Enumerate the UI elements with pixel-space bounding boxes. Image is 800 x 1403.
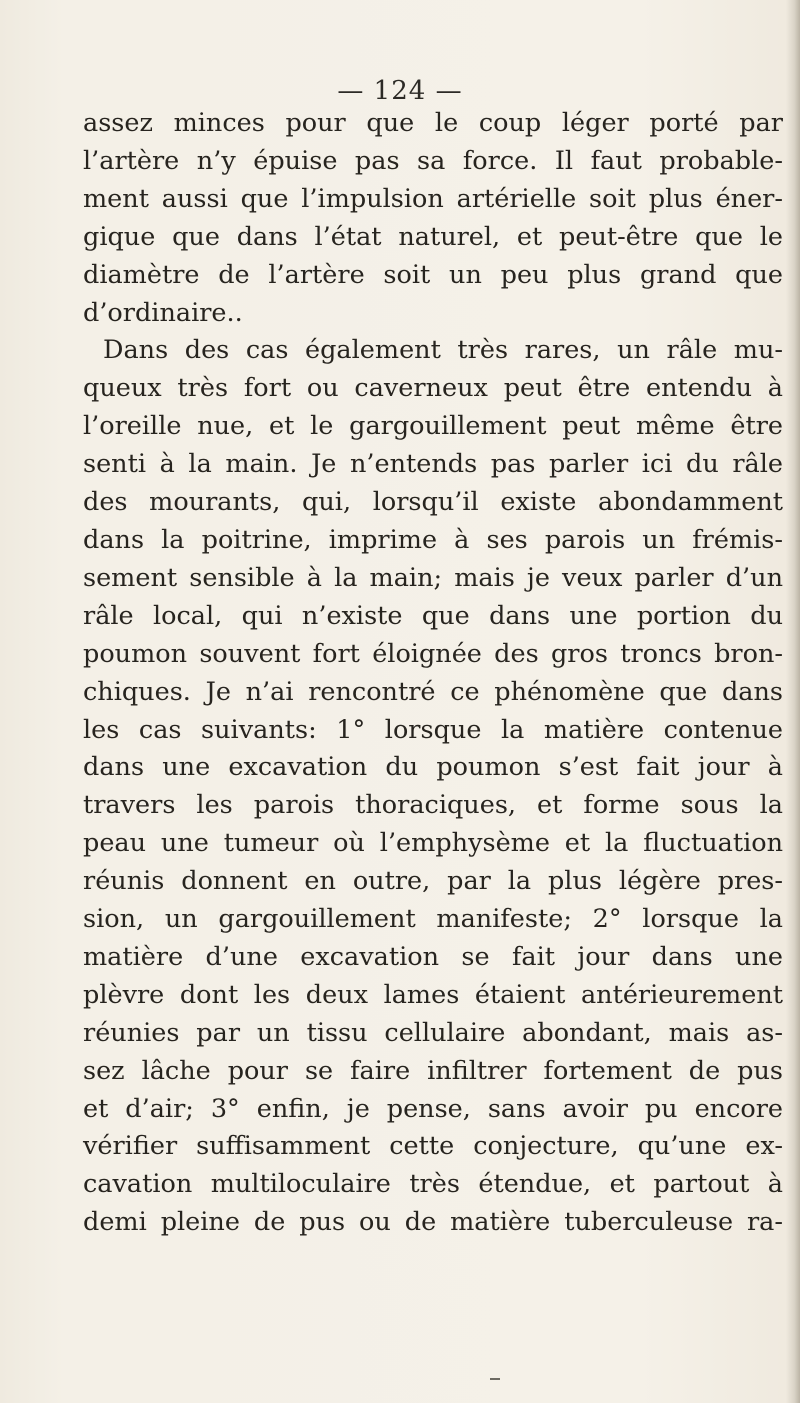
text-line: sez lâche pour se faire infiltrer fortement de pus xyxy=(83,1055,783,1086)
print-mark xyxy=(490,1378,500,1380)
text-line: cavation multiloculaire très étendue, et partout à xyxy=(83,1169,783,1200)
text-line: râle local, qui n’existe que dans une portion du xyxy=(83,600,783,631)
text-line: demi pleine de pus ou de matière tuberculeuse ra- xyxy=(83,1207,783,1238)
text-line: et d’air; 3° enfin, je pense, sans avoir pu encore xyxy=(83,1093,783,1124)
text-line: l’artère n’y épuise pas sa force. Il faut probable- xyxy=(83,145,783,176)
text-line: des mourants, qui, lorsqu’il existe abondamment xyxy=(83,487,783,518)
text-line: poumon souvent fort éloignée des gros troncs bron- xyxy=(83,638,783,669)
text-line: dans la poitrine, imprime à ses parois un frémis- xyxy=(83,524,783,555)
text-line: assez minces pour que le coup léger porté par xyxy=(83,108,783,138)
text-line: sion, un gargouillement manifeste; 2° lorsque la xyxy=(83,904,783,935)
text-line: peau une tumeur où l’emphysème et la fluctuation xyxy=(83,828,783,859)
text-line: d’ordinaire.. xyxy=(83,297,243,328)
text-line: matière d’une excavation se fait jour dans une xyxy=(83,941,783,972)
text-line: réunis donnent en outre, par la plus légère pres- xyxy=(83,866,783,897)
text-line: ment aussi que l’impulsion artérielle soit plus éner- xyxy=(83,183,783,214)
paragraph-start-line: Dans des cas également très rares, un râle mu- xyxy=(103,335,783,366)
text-line: senti à la main. Je n’entends pas parler ici du râle xyxy=(83,449,783,480)
text-line: plèvre dont les deux lames étaient antérieurement xyxy=(83,979,783,1010)
text-line: vérifier suffisamment cette conjecture, qu’une ex- xyxy=(83,1131,783,1162)
body-text xyxy=(83,105,783,1242)
text-line: gique que dans l’état naturel, et peut-être que le xyxy=(83,221,783,252)
text-line: réunies par un tissu cellulaire abondant, mais as- xyxy=(83,1017,783,1048)
text-line: queux très fort ou caverneux peut être entendu à xyxy=(83,373,783,404)
page-number: — 124 — xyxy=(337,76,463,106)
page-edge-shadow xyxy=(786,0,800,1403)
text-line: chiques. Je n’ai rencontré ce phénomène que dans xyxy=(83,676,783,707)
text-line: sement sensible à la main; mais je veux parler d’un xyxy=(83,562,783,593)
text-line: diamètre de l’artère soit un peu plus grand que xyxy=(83,259,783,290)
text-line: les cas suivants: 1° lorsque la matière contenue xyxy=(83,714,783,745)
text-line: travers les parois thoraciques, et forme sous la xyxy=(83,790,783,821)
text-line: l’oreille nue, et le gargouillement peut même être xyxy=(83,411,783,442)
text-line: dans une excavation du poumon s’est fait jour à xyxy=(83,752,783,783)
